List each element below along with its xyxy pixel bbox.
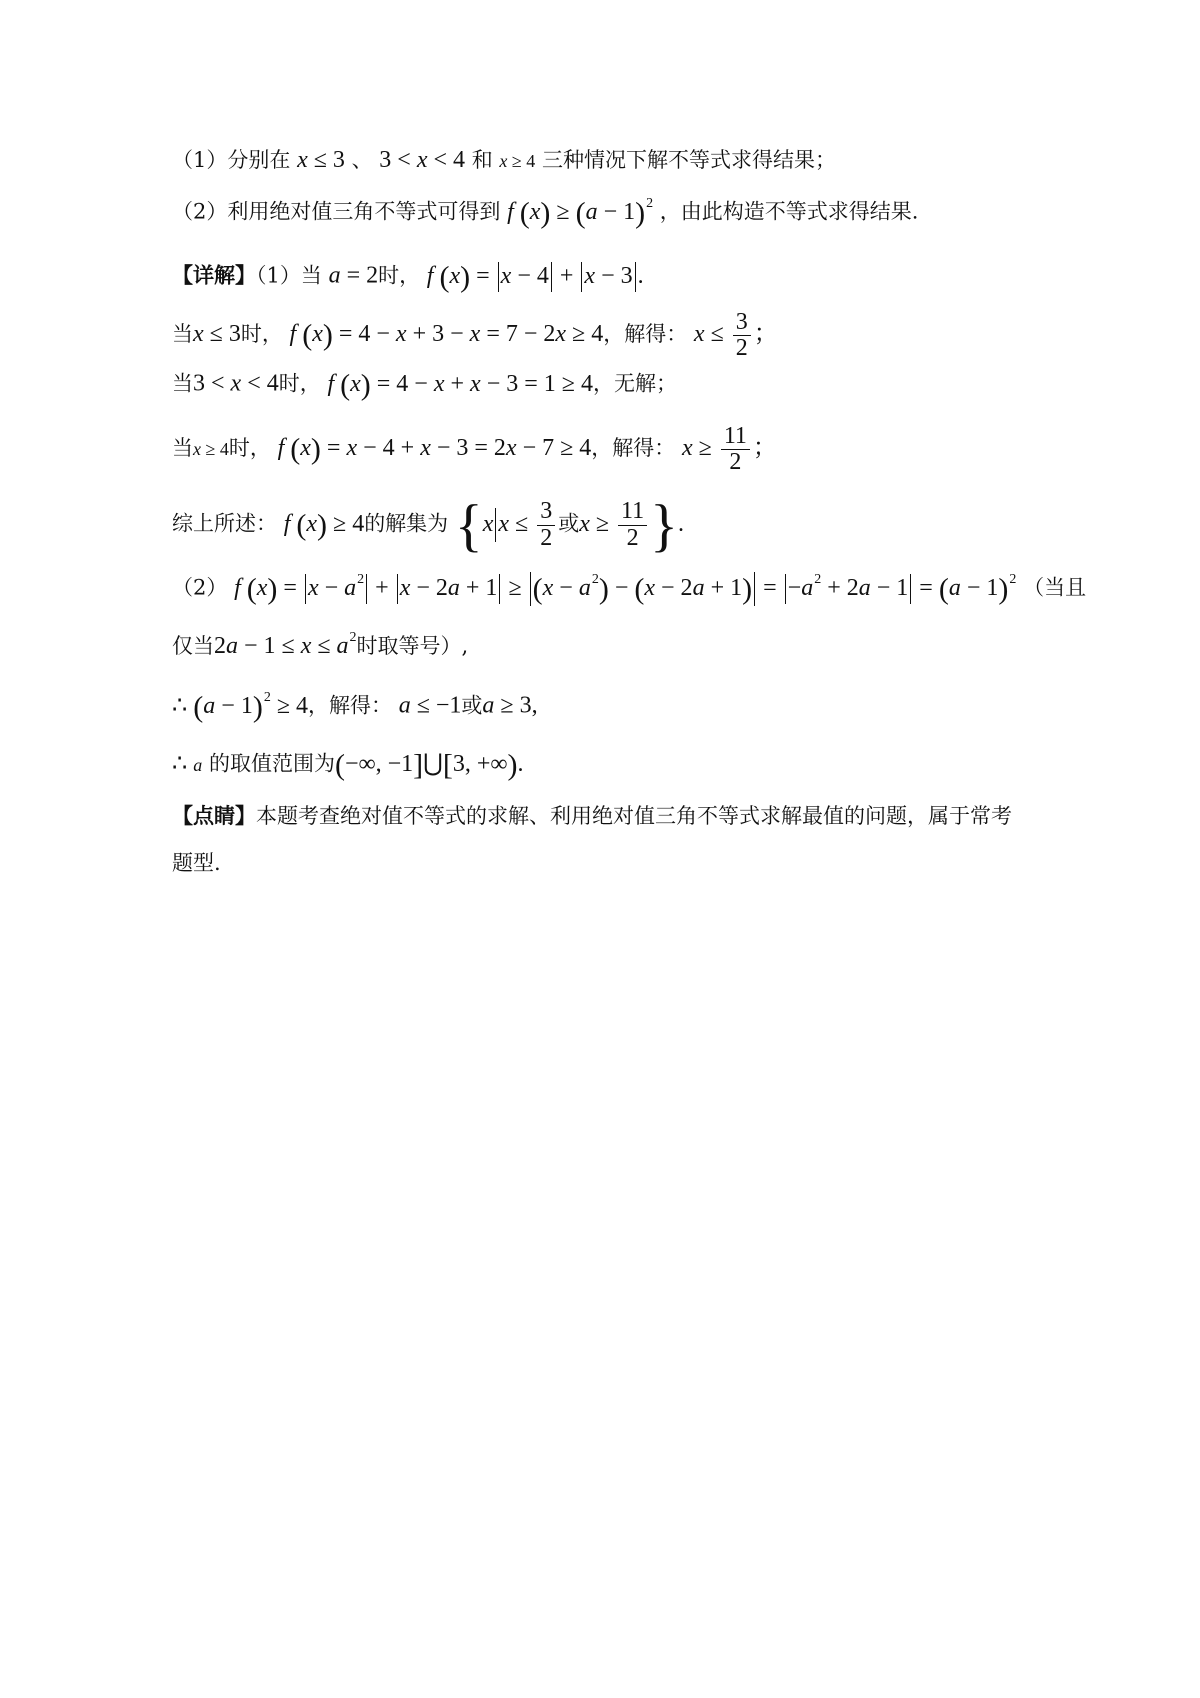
math-therefore-a: ∴ a — [172, 750, 203, 777]
math-solution-set-b: x ≥ $\frac{11}{2}$ }. — [579, 492, 684, 557]
case-2 — [172, 370, 677, 400]
math-fx-ge-a-1-sq: f $(x) \ge (a - 1)^2$ — [507, 195, 654, 229]
summary — [172, 492, 684, 557]
part-2-text-c: 仅当 — [172, 634, 214, 658]
hint-2-text-b: ，由此构造不等式求得结果. — [659, 199, 919, 224]
math-fx-abs: f (x) = x − 4 + x − 3 . — [426, 260, 644, 293]
math-therefore-1: ∴ $(a - 1)^2 \ge 4$ — [172, 689, 308, 723]
fraction-3-2: $\frac{3}{2}$ — [733, 310, 751, 361]
case-1-text-c: ，解得： — [603, 322, 688, 347]
summary-text-a: 综上所述： — [172, 511, 277, 536]
math-case3-result: x ≥ $\frac{11}{2}$ ； — [681, 423, 777, 476]
comment-line-1 — [172, 805, 1012, 827]
fraction-11-2-set: $\frac{11}{2}$ — [618, 499, 647, 550]
math-case1-result: x ≤ $\frac{3}{2}$ ； — [693, 309, 778, 362]
therefore-2-text-a: 的取值范围为 — [208, 751, 335, 776]
math-case2-expr: f (x) = 4 − x + x − 3 = 1 ≥ 4 — [327, 368, 593, 401]
math-summary-fx: f (x) ≥ 4 — [283, 508, 365, 541]
case-3-text-c: ，解得： — [591, 436, 676, 461]
math-a-ge-3: a ≥ 3 — [482, 692, 532, 719]
hint-1-text-a: （1）分别在 — [172, 148, 291, 172]
part-2 — [172, 572, 1086, 606]
fraction-3-2-set: $\frac{3}{2}$ — [537, 499, 555, 550]
math-range-of-a: (−∞, −1]⋃[3, +∞). — [334, 748, 524, 781]
math-case3-expr: f (x) = x − 4 + x − 3 = 2x − 7 ≥ 4 — [277, 432, 592, 466]
comment-label: 【点睛】 — [172, 803, 256, 828]
summary-or: 或 — [558, 511, 580, 536]
hint-1 — [172, 148, 836, 172]
therefore-1-text-a: ，解得： — [308, 693, 392, 718]
therefore-2 — [172, 750, 524, 780]
math-equality-range: $2a - 1 \le x \le a^2$ — [214, 630, 357, 659]
comment-text-1: 本题考查绝对值不等式的求解、利用绝对值三角不等式求解最值的问题，属于常考 — [256, 804, 1012, 828]
part-2-text-b: （当且 — [1023, 575, 1087, 600]
therefore-1-or: 或 — [461, 693, 483, 718]
hint-1-text-d: 三种情况下解不等式求得结果； — [541, 148, 836, 172]
case-3-text-b: 时， — [228, 436, 271, 461]
math-x-le-3: x ≤ 3 — [297, 147, 345, 173]
case-2-text-a: 当 — [172, 371, 193, 396]
math-x-ge-4: x ≥ 4 — [499, 151, 536, 171]
hint-2-text-a: （2）利用绝对值三角不等式可得到 — [172, 199, 501, 224]
detail-text-b: 时， — [378, 263, 421, 288]
case-1 — [172, 310, 778, 361]
case-2-text-b: 时， — [278, 371, 321, 396]
case-1-text-a: 当 — [172, 322, 193, 347]
math-case1-cond: x ≤ 3 — [193, 321, 241, 348]
comment-text-2: 题型. — [172, 851, 221, 875]
detail-text-a: （1）当 — [256, 263, 322, 288]
math-case3-cond: x ≥ 4 — [193, 439, 229, 460]
detail-label: 【详解】 — [172, 262, 256, 288]
case-1-text-b: 时， — [240, 322, 283, 347]
comment-line-2 — [172, 853, 221, 874]
math-solution-set: {x x ≤ $\frac{3}{2}$ — [455, 511, 558, 537]
case-3 — [172, 424, 777, 475]
case-3-text-a: 当 — [172, 436, 193, 461]
math-a-eq-2: a = 2 — [328, 262, 379, 289]
summary-text-b: 的解集为 — [364, 511, 449, 536]
fraction-11-2: $\frac{11}{2}$ — [721, 424, 750, 475]
part-2-text-a: （2） — [172, 575, 228, 600]
math-a-le-minus-1: a ≤ −1 — [398, 692, 462, 719]
therefore-1: ∴ $(a - 1)^2 \ge 4$，解得： a ≤ −1或a ≥ 3, — [172, 689, 538, 723]
equality-condition — [172, 630, 469, 659]
detail-line — [172, 262, 644, 292]
part-2-text-d: 时取等号）, — [356, 634, 469, 658]
math-part2-expr: f $(x) = x - a^2 + x - 2a + 1 \ge (x - a^2) - (x - 2a + 1) = -a^2 + 2a - 1 = (a - 1)^2$ — [234, 571, 1017, 605]
math-case1-expr: f (x) = 4 − x + 3 − x = 7 − 2x ≥ 4 — [289, 318, 604, 352]
math-3-lt-x-lt-4: 3 < x < 4 — [379, 147, 466, 173]
math-case2-cond: 3 < x < 4 — [193, 370, 279, 397]
hint-2 — [172, 195, 919, 229]
case-2-text-c: ，无解； — [592, 371, 677, 396]
hint-1-text-c: 和 — [471, 148, 493, 172]
hint-1-text-b: 、 — [351, 148, 373, 172]
